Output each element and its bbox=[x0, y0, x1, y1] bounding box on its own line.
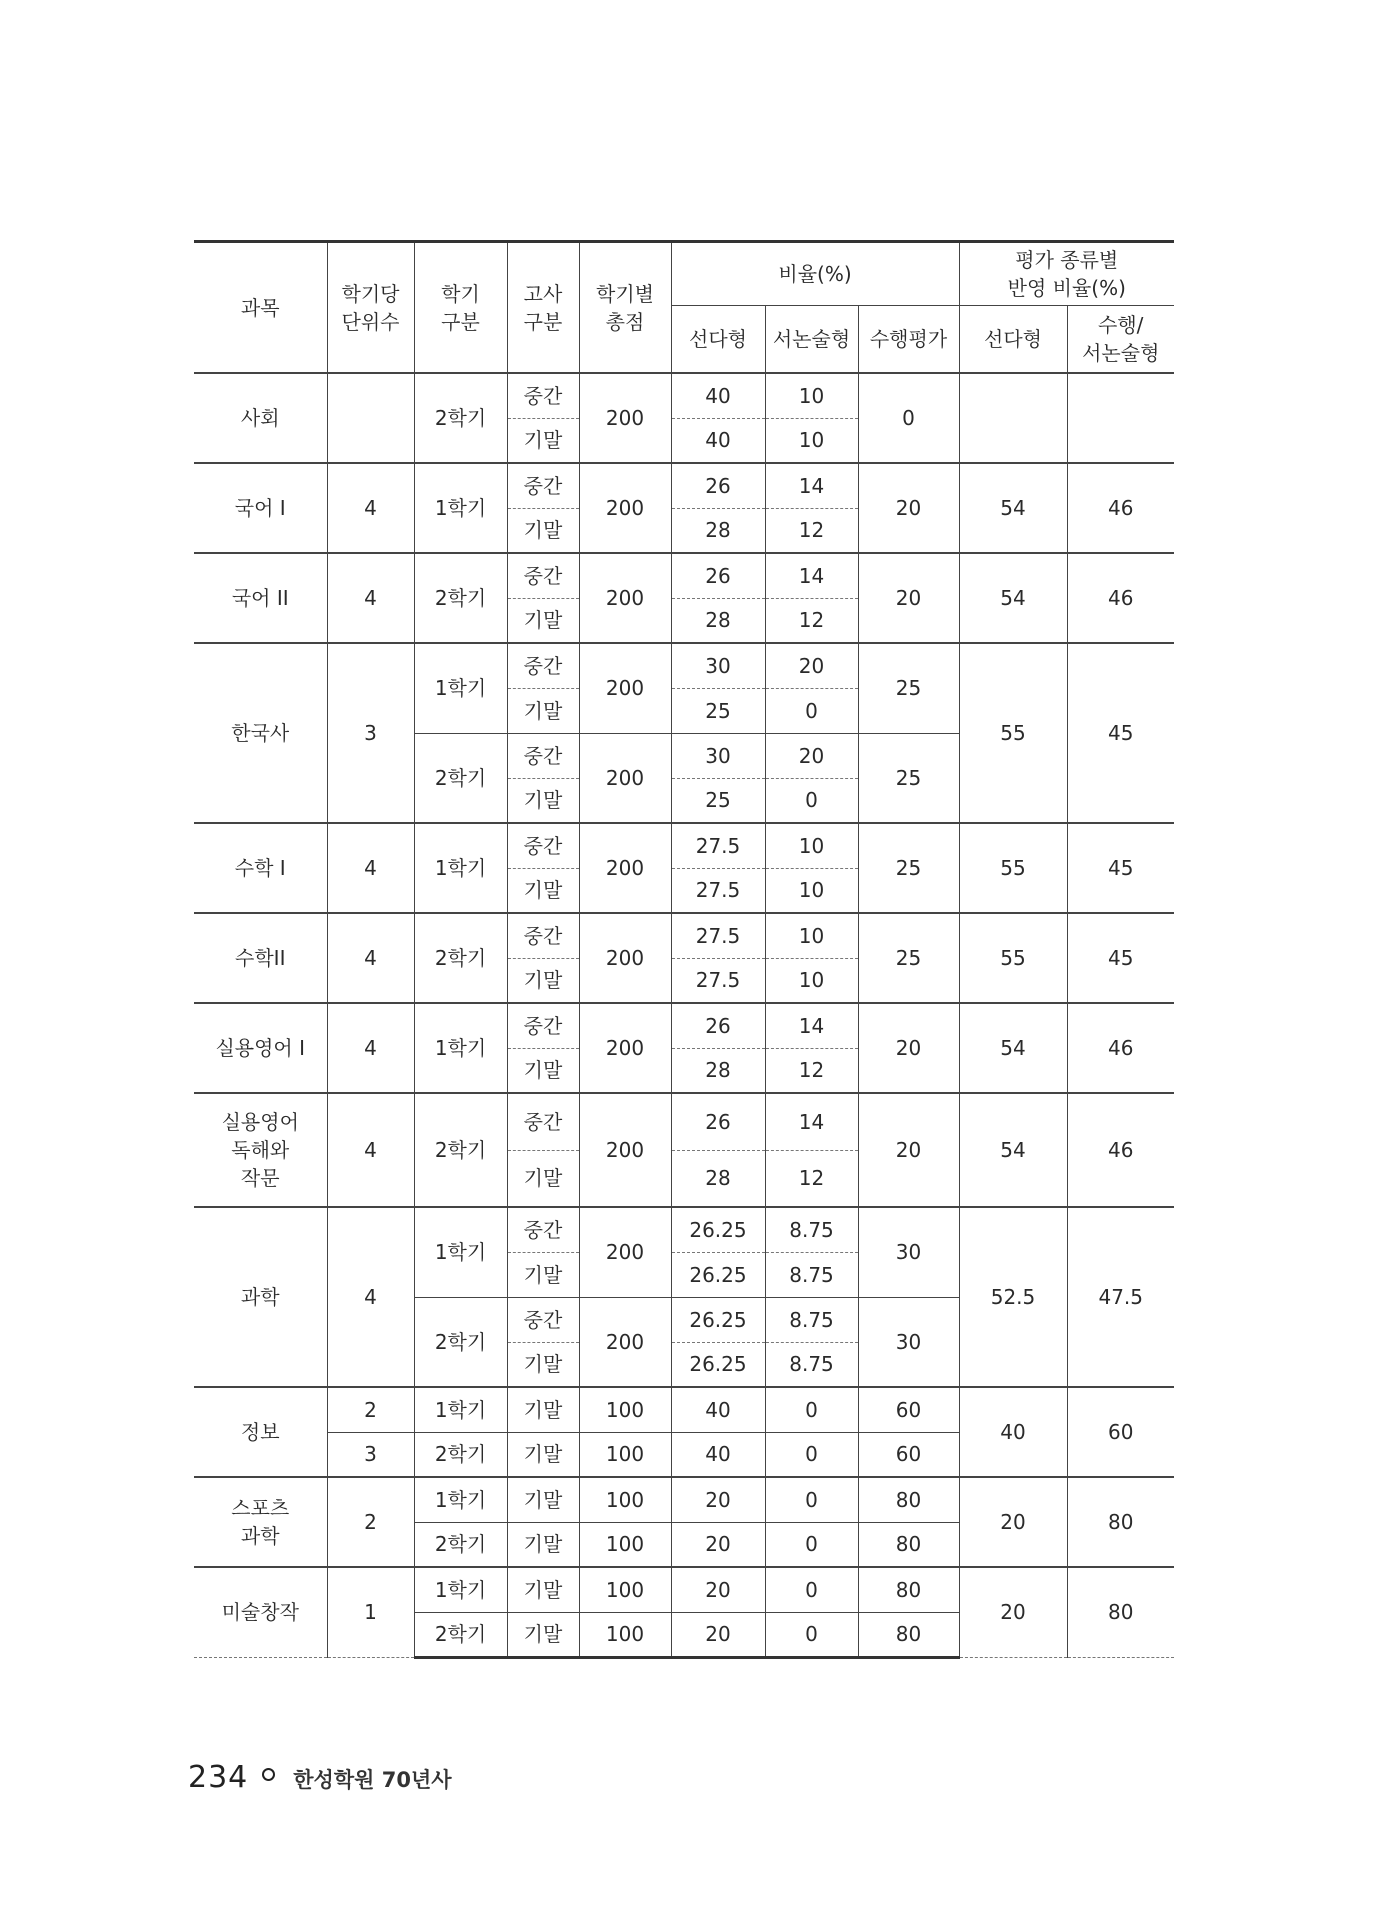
performance-cell: 20 bbox=[858, 553, 959, 643]
reflect-performance-cell: 46 bbox=[1067, 553, 1174, 643]
header-subject: 과목 bbox=[194, 242, 327, 374]
exam-cell: 중간 bbox=[507, 1297, 579, 1342]
semester-cell: 1학기 bbox=[414, 1477, 507, 1522]
units-cell: 4 bbox=[327, 1207, 414, 1387]
performance-cell: 20 bbox=[858, 1093, 959, 1207]
essay-cell: 12 bbox=[765, 1048, 858, 1093]
units-cell: 2 bbox=[327, 1477, 414, 1567]
multiple-cell: 40 bbox=[671, 1387, 765, 1432]
essay-cell: 0 bbox=[765, 1567, 858, 1612]
exam-cell: 기말 bbox=[507, 1432, 579, 1477]
performance-cell: 0 bbox=[858, 373, 959, 463]
reflect-multiple-cell: 55 bbox=[959, 823, 1067, 913]
total-cell: 200 bbox=[579, 913, 671, 1003]
reflect-multiple-cell: 55 bbox=[959, 643, 1067, 823]
total-cell: 200 bbox=[579, 823, 671, 913]
semester-cell: 2학기 bbox=[414, 553, 507, 643]
units-cell: 4 bbox=[327, 1093, 414, 1207]
semester-cell: 1학기 bbox=[414, 463, 507, 553]
semester-cell: 2학기 bbox=[414, 1432, 507, 1477]
essay-cell: 14 bbox=[765, 1003, 858, 1048]
units-cell: 3 bbox=[327, 643, 414, 823]
performance-cell: 25 bbox=[858, 643, 959, 733]
exam-cell: 기말 bbox=[507, 688, 579, 733]
essay-cell: 10 bbox=[765, 868, 858, 913]
semester-cell: 2학기 bbox=[414, 1612, 507, 1657]
exam-cell: 기말 bbox=[507, 778, 579, 823]
semester-cell: 1학기 bbox=[414, 1003, 507, 1093]
performance-cell: 25 bbox=[858, 913, 959, 1003]
exam-cell: 중간 bbox=[507, 913, 579, 958]
multiple-cell: 20 bbox=[671, 1567, 765, 1612]
exam-cell: 기말 bbox=[507, 598, 579, 643]
total-cell: 100 bbox=[579, 1567, 671, 1612]
exam-cell: 기말 bbox=[507, 1522, 579, 1567]
multiple-cell: 27.5 bbox=[671, 823, 765, 868]
multiple-cell: 20 bbox=[671, 1522, 765, 1567]
performance-cell: 60 bbox=[858, 1432, 959, 1477]
multiple-cell: 27.5 bbox=[671, 958, 765, 1003]
essay-cell: 12 bbox=[765, 508, 858, 553]
performance-cell: 25 bbox=[858, 823, 959, 913]
multiple-cell: 26.25 bbox=[671, 1297, 765, 1342]
reflect-performance-cell bbox=[1067, 373, 1174, 463]
semester-cell: 1학기 bbox=[414, 823, 507, 913]
exam-cell: 기말 bbox=[507, 1477, 579, 1522]
essay-cell: 0 bbox=[765, 1477, 858, 1522]
subject-cell: 실용영어 독해와 작문 bbox=[194, 1093, 327, 1207]
essay-cell: 0 bbox=[765, 688, 858, 733]
reflect-multiple-cell: 54 bbox=[959, 463, 1067, 553]
essay-cell: 0 bbox=[765, 1612, 858, 1657]
exam-cell: 중간 bbox=[507, 373, 579, 418]
essay-cell: 0 bbox=[765, 1387, 858, 1432]
multiple-cell: 40 bbox=[671, 1432, 765, 1477]
reflect-performance-cell: 60 bbox=[1067, 1387, 1174, 1477]
reflect-multiple-cell: 40 bbox=[959, 1387, 1067, 1477]
semester-cell: 2학기 bbox=[414, 733, 507, 823]
reflect-performance-cell: 80 bbox=[1067, 1477, 1174, 1567]
exam-cell: 중간 bbox=[507, 1207, 579, 1252]
table-row bbox=[194, 913, 1174, 958]
multiple-cell: 28 bbox=[671, 508, 765, 553]
exam-cell: 기말 bbox=[507, 1252, 579, 1297]
exam-cell: 기말 bbox=[507, 1342, 579, 1387]
exam-cell: 기말 bbox=[507, 508, 579, 553]
essay-cell: 10 bbox=[765, 373, 858, 418]
reflect-multiple-cell bbox=[959, 373, 1067, 463]
multiple-cell: 27.5 bbox=[671, 868, 765, 913]
reflect-multiple-cell: 54 bbox=[959, 1003, 1067, 1093]
performance-cell: 25 bbox=[858, 733, 959, 823]
reflect-multiple-cell: 54 bbox=[959, 1093, 1067, 1207]
multiple-cell: 40 bbox=[671, 418, 765, 463]
multiple-cell: 26.25 bbox=[671, 1252, 765, 1297]
essay-cell: 10 bbox=[765, 823, 858, 868]
multiple-cell: 20 bbox=[671, 1612, 765, 1657]
subject-cell: 수학II bbox=[194, 913, 327, 1003]
total-cell: 100 bbox=[579, 1387, 671, 1432]
exam-cell: 기말 bbox=[507, 1612, 579, 1657]
table-row bbox=[194, 643, 1174, 688]
header-ratio: 비율(%) bbox=[671, 242, 959, 306]
essay-cell: 12 bbox=[765, 598, 858, 643]
exam-cell: 기말 bbox=[507, 958, 579, 1003]
performance-cell: 80 bbox=[858, 1477, 959, 1522]
multiple-cell: 40 bbox=[671, 373, 765, 418]
essay-cell: 10 bbox=[765, 418, 858, 463]
multiple-cell: 26.25 bbox=[671, 1342, 765, 1387]
multiple-cell: 26.25 bbox=[671, 1207, 765, 1252]
semester-cell: 2학기 bbox=[414, 913, 507, 1003]
exam-cell: 중간 bbox=[507, 1093, 579, 1150]
multiple-cell: 25 bbox=[671, 778, 765, 823]
essay-cell: 14 bbox=[765, 1093, 858, 1150]
table-row bbox=[194, 1477, 1174, 1522]
total-cell: 100 bbox=[579, 1477, 671, 1522]
header-exam: 고사 구분 bbox=[507, 242, 579, 374]
semester-cell: 1학기 bbox=[414, 1567, 507, 1612]
performance-cell: 20 bbox=[858, 1003, 959, 1093]
total-cell: 200 bbox=[579, 1297, 671, 1387]
subject-cell: 정보 bbox=[194, 1387, 327, 1477]
performance-cell: 30 bbox=[858, 1297, 959, 1387]
exam-cell: 중간 bbox=[507, 643, 579, 688]
header-essay: 서논술형 bbox=[765, 306, 858, 374]
subject-cell: 실용영어 I bbox=[194, 1003, 327, 1093]
header-performance: 수행평가 bbox=[858, 306, 959, 374]
essay-cell: 8.75 bbox=[765, 1297, 858, 1342]
units-cell: 4 bbox=[327, 823, 414, 913]
exam-cell: 중간 bbox=[507, 553, 579, 598]
multiple-cell: 28 bbox=[671, 598, 765, 643]
reflect-performance-cell: 80 bbox=[1067, 1567, 1174, 1657]
multiple-cell: 26 bbox=[671, 463, 765, 508]
reflect-performance-cell: 46 bbox=[1067, 1093, 1174, 1207]
header-reflect-multiple-choice: 선다형 bbox=[959, 306, 1067, 374]
performance-cell: 80 bbox=[858, 1612, 959, 1657]
exam-cell: 기말 bbox=[507, 1150, 579, 1207]
semester-cell: 2학기 bbox=[414, 1297, 507, 1387]
reflect-multiple-cell: 20 bbox=[959, 1567, 1067, 1657]
semester-cell: 1학기 bbox=[414, 1207, 507, 1297]
multiple-cell: 28 bbox=[671, 1150, 765, 1207]
essay-cell: 14 bbox=[765, 463, 858, 508]
reflect-multiple-cell: 52.5 bbox=[959, 1207, 1067, 1387]
exam-cell: 기말 bbox=[507, 1387, 579, 1432]
essay-cell: 14 bbox=[765, 553, 858, 598]
exam-cell: 중간 bbox=[507, 823, 579, 868]
table-row bbox=[194, 823, 1174, 868]
header-multiple-choice: 선다형 bbox=[671, 306, 765, 374]
semester-cell: 2학기 bbox=[414, 373, 507, 463]
units-cell: 1 bbox=[327, 1567, 414, 1657]
performance-cell: 20 bbox=[858, 463, 959, 553]
essay-cell: 0 bbox=[765, 1522, 858, 1567]
subject-cell: 스포츠 과학 bbox=[194, 1477, 327, 1567]
exam-cell: 중간 bbox=[507, 733, 579, 778]
header-total: 학기별 총점 bbox=[579, 242, 671, 374]
subject-cell: 과학 bbox=[194, 1207, 327, 1387]
total-cell: 200 bbox=[579, 553, 671, 643]
bullet-dot-icon bbox=[262, 1768, 275, 1781]
reflect-performance-cell: 47.5 bbox=[1067, 1207, 1174, 1387]
essay-cell: 20 bbox=[765, 643, 858, 688]
multiple-cell: 26 bbox=[671, 553, 765, 598]
subject-cell: 미술창작 bbox=[194, 1567, 327, 1657]
multiple-cell: 26 bbox=[671, 1003, 765, 1048]
total-cell: 100 bbox=[579, 1522, 671, 1567]
performance-cell: 80 bbox=[858, 1567, 959, 1612]
units-cell: 4 bbox=[327, 1003, 414, 1093]
units-cell: 4 bbox=[327, 913, 414, 1003]
exam-cell: 기말 bbox=[507, 418, 579, 463]
essay-cell: 0 bbox=[765, 778, 858, 823]
essay-cell: 12 bbox=[765, 1150, 858, 1207]
table-row bbox=[194, 1567, 1174, 1612]
units-cell: 3 bbox=[327, 1432, 414, 1477]
table-row bbox=[194, 463, 1174, 508]
total-cell: 100 bbox=[579, 1432, 671, 1477]
header-reflect: 평가 종류별 반영 비율(%) bbox=[959, 242, 1174, 306]
essay-cell: 10 bbox=[765, 958, 858, 1003]
essay-cell: 10 bbox=[765, 913, 858, 958]
multiple-cell: 27.5 bbox=[671, 913, 765, 958]
performance-cell: 80 bbox=[858, 1522, 959, 1567]
reflect-performance-cell: 46 bbox=[1067, 1003, 1174, 1093]
header-reflect-performance-essay: 수행/ 서논술형 bbox=[1067, 306, 1174, 374]
table-row bbox=[194, 1003, 1174, 1048]
table-row bbox=[194, 1093, 1174, 1150]
essay-cell: 8.75 bbox=[765, 1207, 858, 1252]
subject-cell: 수학 I bbox=[194, 823, 327, 913]
table-row bbox=[194, 1207, 1174, 1252]
table-row bbox=[194, 553, 1174, 598]
multiple-cell: 25 bbox=[671, 688, 765, 733]
essay-cell: 8.75 bbox=[765, 1342, 858, 1387]
essay-cell: 0 bbox=[765, 1432, 858, 1477]
total-cell: 200 bbox=[579, 733, 671, 823]
reflect-multiple-cell: 54 bbox=[959, 553, 1067, 643]
evaluation-ratio-table bbox=[194, 240, 1174, 1659]
multiple-cell: 30 bbox=[671, 643, 765, 688]
page-number: 234 bbox=[188, 1760, 249, 1795]
total-cell: 200 bbox=[579, 1003, 671, 1093]
semester-cell: 2학기 bbox=[414, 1093, 507, 1207]
table-header bbox=[194, 242, 1174, 374]
semester-cell: 1학기 bbox=[414, 1387, 507, 1432]
reflect-performance-cell: 46 bbox=[1067, 463, 1174, 553]
multiple-cell: 30 bbox=[671, 733, 765, 778]
total-cell: 200 bbox=[579, 643, 671, 733]
total-cell: 200 bbox=[579, 463, 671, 553]
units-cell: 4 bbox=[327, 463, 414, 553]
units-cell: 4 bbox=[327, 553, 414, 643]
semester-cell: 1학기 bbox=[414, 643, 507, 733]
subject-cell: 국어 I bbox=[194, 463, 327, 553]
exam-cell: 중간 bbox=[507, 463, 579, 508]
reflect-performance-cell: 45 bbox=[1067, 913, 1174, 1003]
performance-cell: 60 bbox=[858, 1387, 959, 1432]
essay-cell: 8.75 bbox=[765, 1252, 858, 1297]
total-cell: 200 bbox=[579, 1093, 671, 1207]
total-cell: 100 bbox=[579, 1612, 671, 1657]
units-cell bbox=[327, 373, 414, 463]
exam-cell: 기말 bbox=[507, 868, 579, 913]
subject-cell: 한국사 bbox=[194, 643, 327, 823]
essay-cell: 20 bbox=[765, 733, 858, 778]
header-units: 학기당 단위수 bbox=[327, 242, 414, 374]
page-footer bbox=[188, 1760, 452, 1795]
units-cell: 2 bbox=[327, 1387, 414, 1432]
exam-cell: 기말 bbox=[507, 1048, 579, 1093]
total-cell: 200 bbox=[579, 1207, 671, 1297]
reflect-performance-cell: 45 bbox=[1067, 643, 1174, 823]
reflect-multiple-cell: 20 bbox=[959, 1477, 1067, 1567]
reflect-performance-cell: 45 bbox=[1067, 823, 1174, 913]
multiple-cell: 26 bbox=[671, 1093, 765, 1150]
total-cell: 200 bbox=[579, 373, 671, 463]
performance-cell: 30 bbox=[858, 1207, 959, 1297]
reflect-multiple-cell: 55 bbox=[959, 913, 1067, 1003]
exam-cell: 기말 bbox=[507, 1567, 579, 1612]
book-title: 한성학원 70년사 bbox=[293, 1768, 452, 1792]
exam-cell: 중간 bbox=[507, 1003, 579, 1048]
subject-cell: 사회 bbox=[194, 373, 327, 463]
subject-cell: 국어 II bbox=[194, 553, 327, 643]
multiple-cell: 20 bbox=[671, 1477, 765, 1522]
semester-cell: 2학기 bbox=[414, 1522, 507, 1567]
header-semester: 학기 구분 bbox=[414, 242, 507, 374]
table-row bbox=[194, 373, 1174, 418]
multiple-cell: 28 bbox=[671, 1048, 765, 1093]
table-row bbox=[194, 1387, 1174, 1432]
